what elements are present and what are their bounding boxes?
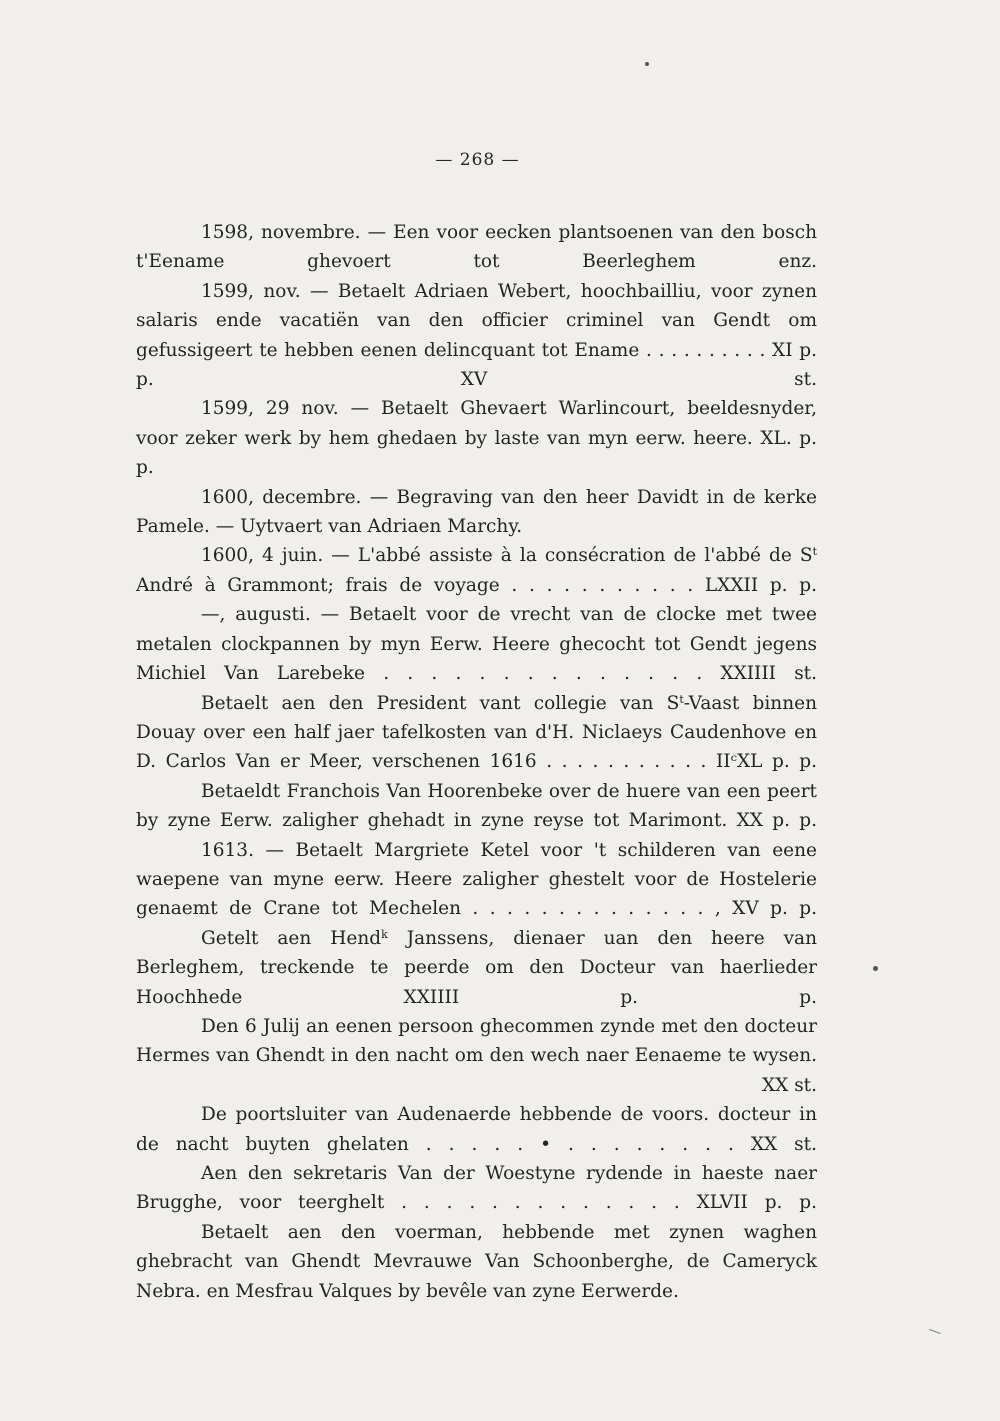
entry-1599-29-nov-warlincourt: 1599, 29 nov. — Betaelt Ghevaert Warlincourt, beeldesnyder, voor zeker werk by hem ghedaen by laste van myn eerw. heere. XL. p. p. [136, 398, 817, 479]
entry-text-part: Getelt aen Hend [201, 927, 382, 949]
entry-text-part: Betaelt aen den President vant collegie van S [201, 692, 680, 714]
entry-janssens [136, 924, 817, 1012]
entry-text-part: -Vaast binnen Douay over een half jaer tafelkosten van d'H. Niclaeys Caudenhove en D. Carlos Van er Meer, verschenen 1616 . . . . . . . . . . . IIᶜXL p. p. [136, 692, 818, 773]
entry-6-julij-amount: XX st. [761, 1074, 817, 1096]
entry-text-part: André à Grammont; frais de voyage . . . . . . . . . . . LXXII p. p. [136, 574, 817, 596]
entry-voerman: Betaelt aen den voerman, hebbende met zynen waghen ghebracht van Ghendt Mevrauwe Van Schoonberghe, de Cameryck Nebra. en Mesfrau Valques by bevêle van zyne Eerwerde. [136, 1221, 817, 1302]
superscript: t [812, 545, 817, 559]
superscript: t [679, 692, 684, 706]
page-number: — 268 — [435, 150, 520, 170]
superscript: k [381, 927, 388, 941]
paper-speck [873, 966, 878, 971]
entry-6-julij: Den 6 Julij an eenen persoon ghecommen zynde met den docteur Hermes van Ghendt in den nacht om den wech naer Eenaeme te wysen. [136, 1015, 817, 1067]
entry-hoorenbeke: Betaeldt Franchois Van Hoorenbeke over de huere van een peert by zyne Eerw. zaligher ghehadt in zyne reyse tot Marimont. XX p. p. [136, 780, 817, 832]
entry-1613-ketel: 1613. — Betaelt Margriete Ketel voor 't schilderen van eene waepene van myne eerw. Heere zaligher ghestelt voor de Hostelerie genaemt de Crane tot Mechelen . . . . . . . . . . . . . . , XV p. p. [136, 839, 817, 920]
entry-augusti-clocke: —, augusti. — Betaelt voor de vrecht van de clocke met twee metalen clockpannen by myn Eerw. Heere ghecocht tot Gendt jegens Michiel Van Larebeke . . . . . . . . . . . . . . XXIIII st. [136, 604, 817, 685]
entry-text-part: 1600, 4 juin. — L'abbé assiste à la consécration de l'abbé de S [201, 545, 813, 567]
entry-1599-nov-webert: 1599, nov. — Betaelt Adriaen Webert, hoochbailliu, voor zynen salaris ende vacatiën van den officier criminel van Gendt om gefussigeert te hebben eenen delincquant tot Ename . . . . . . . . . . XI p. p. XV st. [136, 280, 817, 391]
entry-woestyne: Aen den sekretaris Van der Woestyne rydende in haeste naer Brugghe, voor teerghelt . . . . . . . . . . . . . XLVII p. p. [136, 1163, 817, 1214]
paper-speck [645, 62, 649, 66]
paper-speck [929, 1329, 941, 1334]
entry-st-vaast-president [136, 689, 817, 777]
entry-1600-4-juin [136, 541, 817, 600]
entry-text-part: Janssens, dienaer uan den heere van Berleghem, treckende te peerde om den Docteur van haerlieder Hoochhede XXIIII p. p. [136, 927, 817, 1008]
text-block [136, 218, 817, 1306]
entry-1598-november: 1598, novembre. — Een voor eecken plantsoenen van den bosch t'Eename ghevoert tot Beerleghem enz. [136, 222, 817, 273]
entry-1600-decembre: 1600, decembre. — Begraving van den heer Davidt in de kerke Pamele. — Uytvaert van Adriaen Marchy. [136, 486, 817, 538]
entry-poortsluiter: De poortsluiter van Audenaerde hebbende de voors. docteur in de nacht buyten ghelaten . . . . . • . . . . . . . . XX st. [136, 1104, 817, 1155]
